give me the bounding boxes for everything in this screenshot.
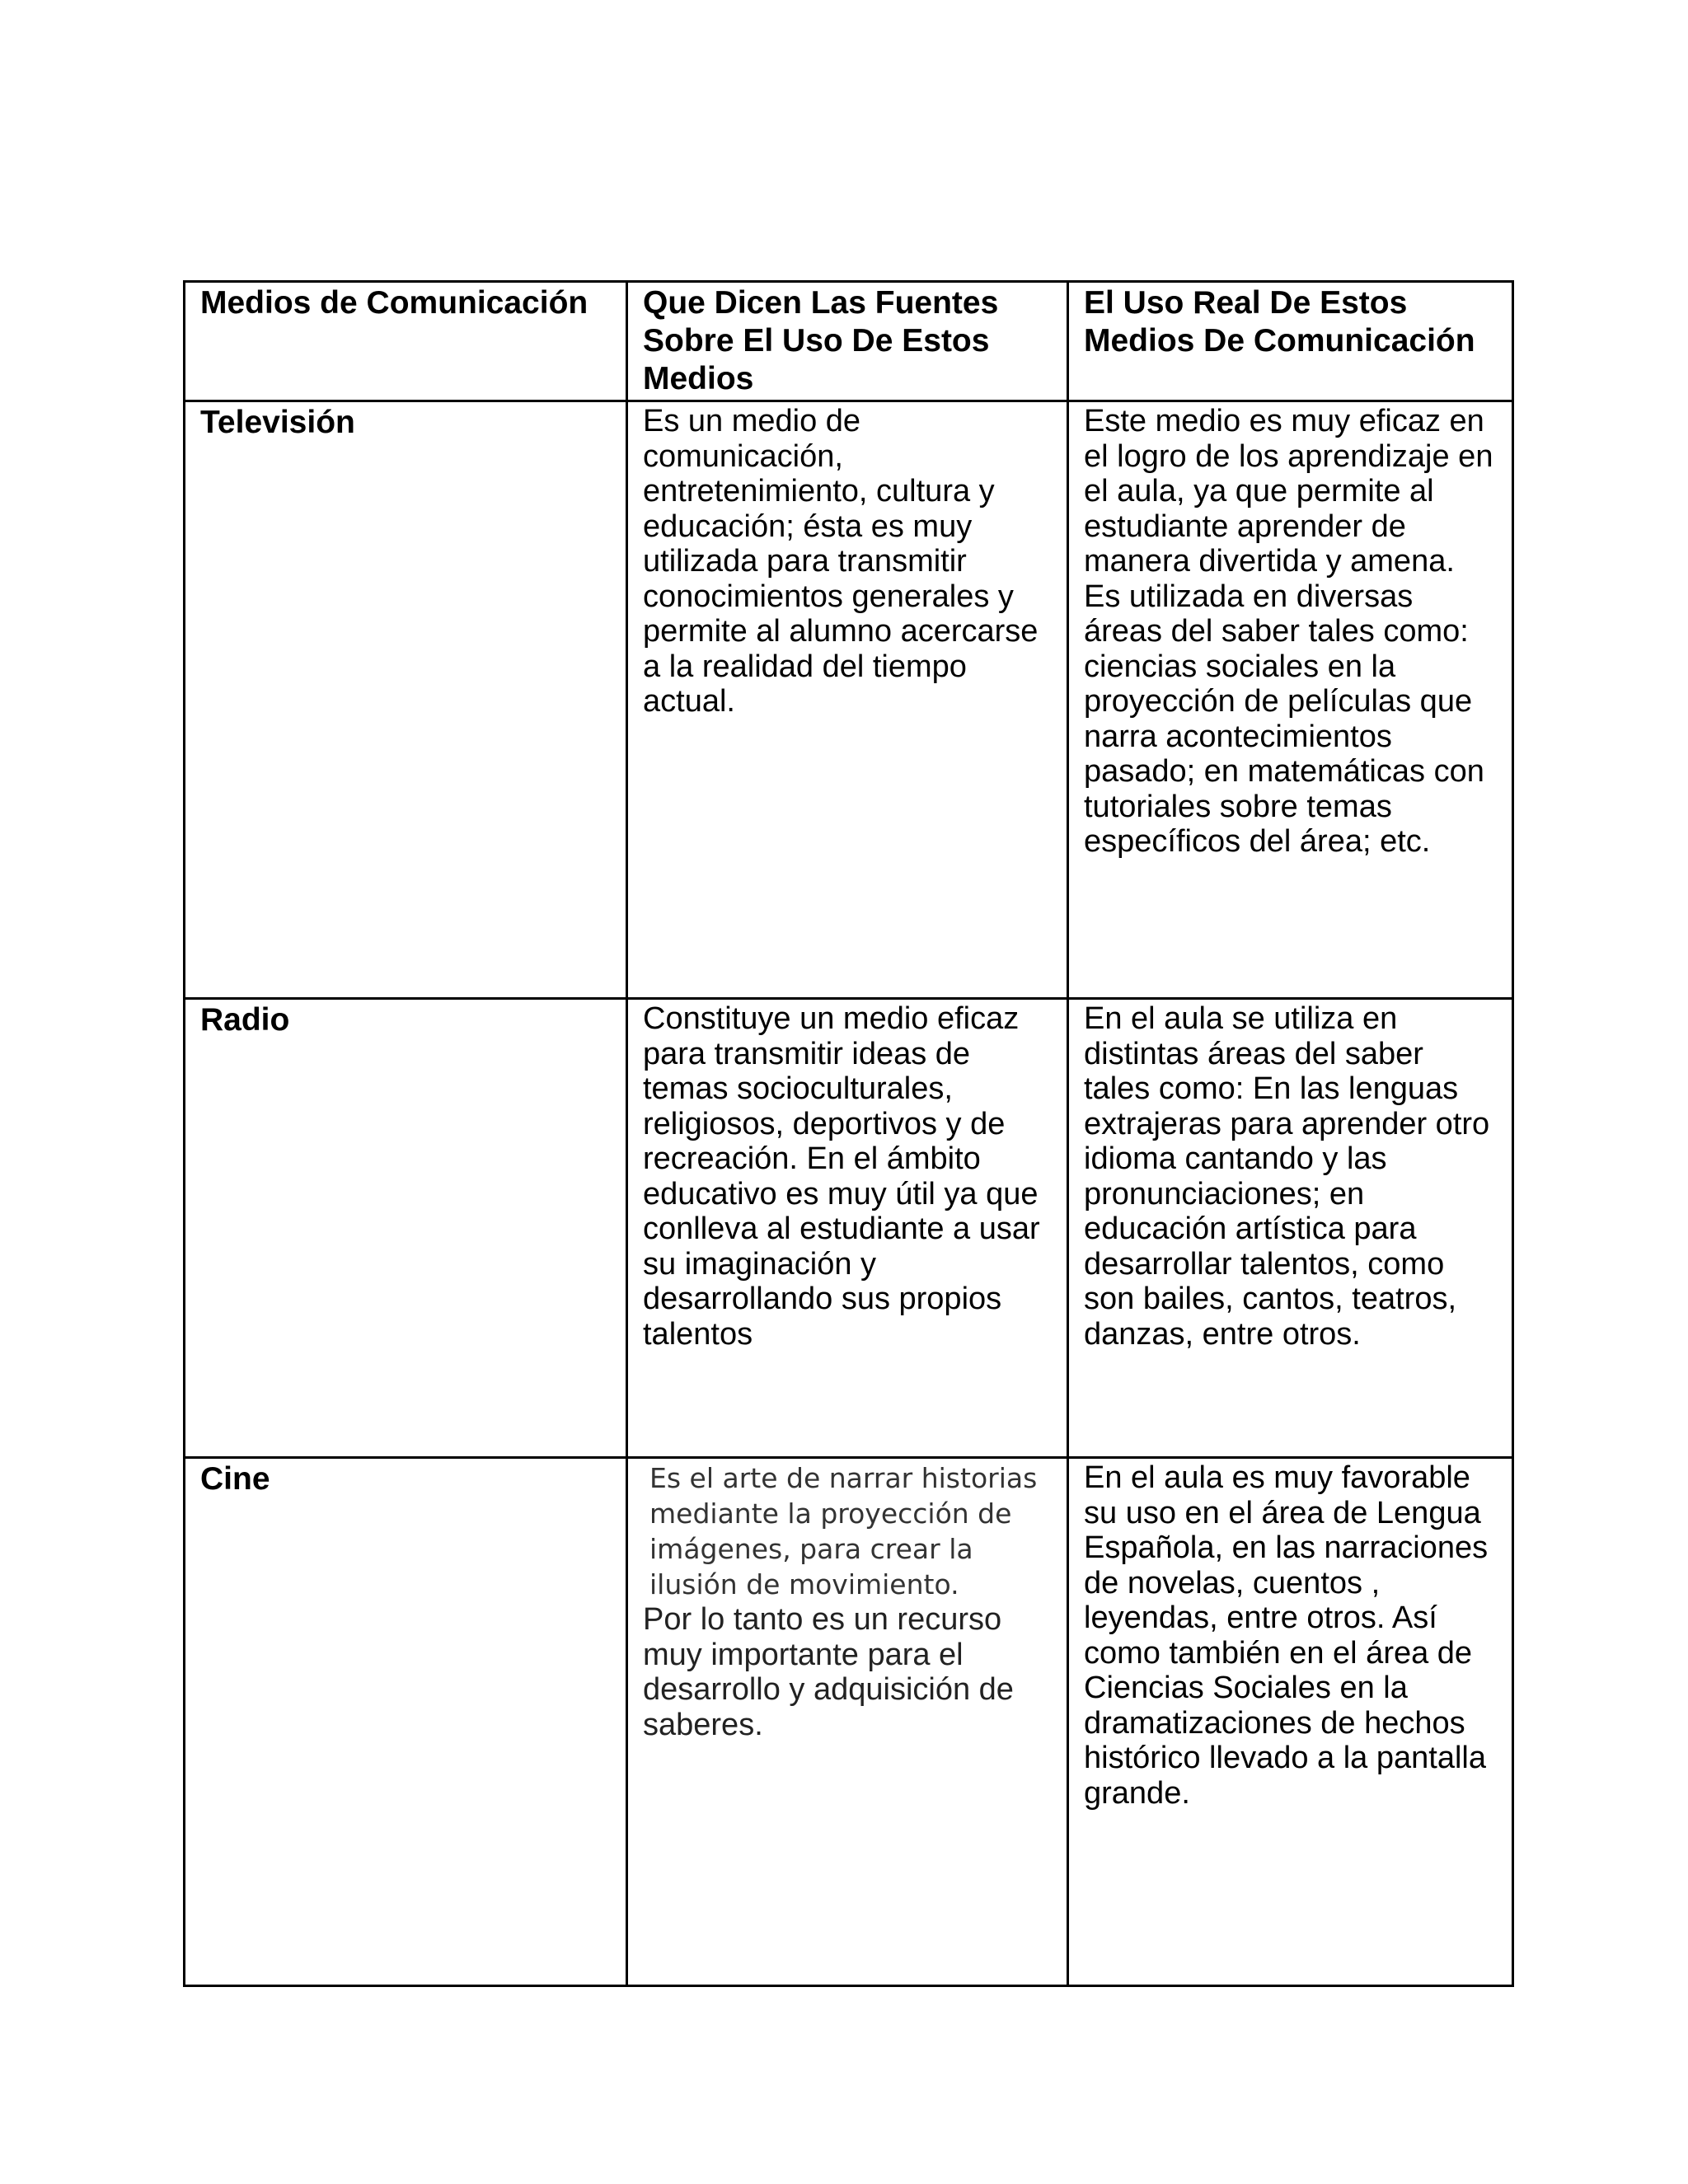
cell-fuentes-television (627, 401, 1068, 999)
header-medios-label: Medios de Comunicación (200, 285, 588, 321)
row-label-cine: Cine (200, 1461, 270, 1497)
uso-real-text-television: Este medio es muy eficaz en el logro de los aprendizaje en el aula, ya que permite al estudiante aprender de manera divertida y amena. Es utilizada en diversas áreas del saber tales como: ciencias sociales en la proyección de películas que narra acontecimientos pasado; en matemáticas con tutoriales sobre temas específicos del área; etc. (1084, 404, 1493, 859)
media-comparison-table (183, 280, 1514, 1987)
header-cell-medios (185, 282, 627, 401)
uso-real-text-radio: En el aula se utiliza en distintas áreas del saber tales como: En las lenguas extrajeras para aprender otro idioma cantando y las pronunciaciones; en educación artística para desarrollar talentos, como son bailes, cantos, teatros, danzas, entre otros. (1084, 1001, 1490, 1352)
cell-medio-radio (185, 999, 627, 1458)
header-fuentes-label: Que Dicen Las Fuentes Sobre El Uso De Estos Medios (643, 285, 999, 396)
row-label-television: Televisión (200, 405, 355, 440)
fuentes-text-cine-part2: Por lo tanto es un recurso muy importante para el desarrollo y adquisición de saberes. (643, 1602, 1014, 1742)
cell-medio-cine (185, 1458, 627, 1986)
table-row-cine (185, 1458, 1513, 1986)
cell-uso-real-radio (1068, 999, 1513, 1458)
cell-fuentes-radio (627, 999, 1068, 1458)
header-uso-real-label: El Uso Real De Estos Medios De Comunicación (1084, 285, 1475, 359)
cell-uso-real-cine (1068, 1458, 1513, 1986)
header-cell-uso-real (1068, 282, 1513, 401)
table-row-radio (185, 999, 1513, 1458)
table-header-row (185, 282, 1513, 401)
fuentes-text-television: Es un medio de comunicación, entretenimiento, cultura y educación; ésta es muy utilizada para transmitir conocimientos generales y permite al alumno acercarse a la realidad del tiempo actual. (643, 404, 1039, 719)
cell-fuentes-cine (627, 1458, 1068, 1986)
cell-uso-real-television (1068, 401, 1513, 999)
header-cell-fuentes (627, 282, 1068, 401)
fuentes-text-cine-part1: Es el arte de narrar historias mediante la proyección de imágenes, para crear la ilusión de movimiento. (649, 1462, 1038, 1601)
row-label-radio: Radio (200, 1002, 290, 1038)
cell-medio-television (185, 401, 627, 999)
table-row-television (185, 401, 1513, 999)
fuentes-text-radio: Constituye un medio eficaz para transmitir ideas de temas socioculturales, religiosos, deportivos y de recreación. En el ámbito educativo es muy útil ya que conlleva al estudiante a usar su imaginación y desarrollando sus propios talentos (643, 1001, 1040, 1352)
uso-real-text-cine: En el aula es muy favorable su uso en el área de Lengua Española, en las narraciones de novelas, cuentos , leyendas, entre otros. Así como también en el área de Ciencias Sociales en la dramatizaciones de hechos histórico llevado a la pantalla grande. (1084, 1460, 1489, 1811)
